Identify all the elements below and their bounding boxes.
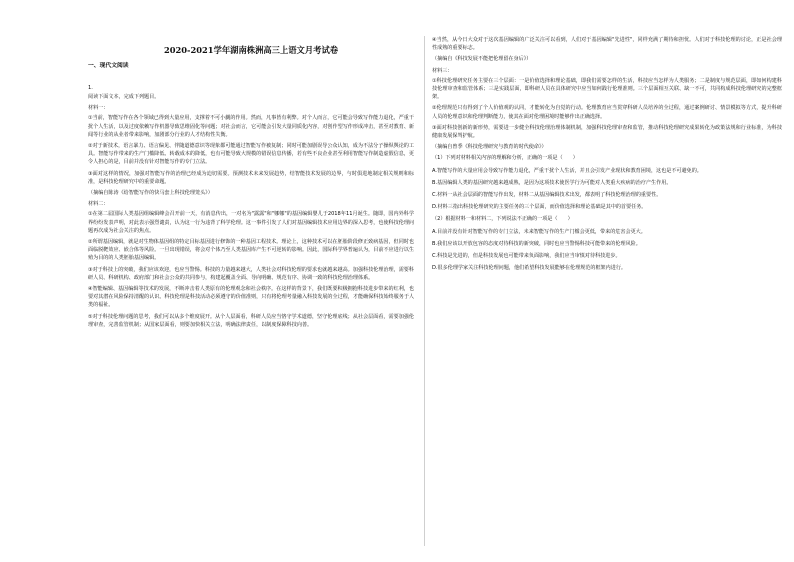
page-title: 2020-2021学年湖南株洲高三上语文月考试卷 [163, 45, 339, 55]
section-heading: 一、现代文阅读 [88, 63, 129, 69]
source-citation: （摘编自曾季《科技伦理研究与教育的时代使命》） [432, 144, 547, 151]
source-citation: （摘编自陈涛《给智能写作的快马套上科技伦理笼头》） [88, 190, 213, 197]
paragraph: ③面对这样的情况，加强对智能写作的治理已经成为迫切需要。预测技术未来发展趋势，结智能技术发展的边界，与时俱进地制定相关规则和标准，是科技伦理研究中的重要命题。 [88, 170, 414, 185]
option-c: C.材料一从社会层面的智能写作出发，材料二从基因编辑技术出发，都表明了科技伦理治理的重要性。 [432, 192, 662, 199]
question-number: 1. [88, 85, 93, 91]
option-c: C.科技是先进的，但是科技发展也可能带来负面影响，我们应当审慎对待科技进步。 [432, 253, 621, 260]
paragraph: ①科技伦理研究任务主要在三个层面：一是价值选择和理论基础，即我们需要怎样的生活，科技应当怎样为人类服务；二是制度与规范层面，即如何构建科技伦理审查和监管体系；三是实践层面，即科研人员在具体研究中应当如何践行伦理准则。三个层面相互关联、缺一不可，共同构成科技伦理研究的完整框架。 [432, 77, 782, 101]
paragraph: ②所谓基因编辑，就是对生物体基因组的特定目标基因进行修饰的一种基因工程技术。理论上，这种技术可以在胚胎阶段修正致病基因，但同时也面临脱靶效应、嵌合体等风险。一旦出现错误，将会对个体乃至人类基因库产生不可逆转的影响。因此，国际科学界普遍认为，目前不应进行以生殖为目的的人类胚胎基因编辑。 [88, 239, 414, 262]
paragraph: ④智能编辑、基因编辑等技术的发展，不断冲击着人类原有的伦理观念和社会秩序。在这样的背景下，我们既要积极拥抱科技进步带来的红利，也要对其潜在风险保持清醒的认识。科技伦理是科技活动必须遵守的价值准则，只有将伦理考量融入科技发展的全过程，才能确保科技始终服务于人类的福祉。 [88, 286, 414, 309]
paragraph: ③面对科技创新的新形势，需要进一步健全科技伦理治理体制机制，加强科技伦理审查和监管，推动科技伦理研究成果转化为政策法规和行业标准，为科技健康发展保驾护航。 [432, 124, 782, 140]
paragraph: ②伦理规范只有得到了个人价值观的认同，才能转化为自觉的行动。伦理教育应当贯穿科研人员培养的全过程，通过案例研讨、情景模拟等方式，提升科研人员的伦理意识和伦理判断能力，使其在面对伦理困境时能够作出正确选择。 [432, 105, 782, 120]
right-column [432, 36, 782, 546]
paragraph: ⑤对于科技伦理问题的思考，我们可以从多个维度展开。从个人层面看，科研人员应当恪守学术道德，坚守伦理底线；从社会层面看，需要加强伦理审查，完善监管机制；从国家层面看，则要加快相关立法，明确法律责任，以制度保障科技向善。 [88, 313, 414, 328]
option-a: A.目前并没有针对智能写作的专门立法，未来智能写作的生产门槛会更低，带来的危害会更大。 [432, 228, 646, 235]
instruction: 阅读下面文本，完成下列题目。 [88, 94, 160, 100]
question-stem: （2）根据材料一和材料二，下列说法不正确的一项是（ ） [432, 216, 573, 223]
option-d: D.材料三指出科技伦理研究的主要任务的三个层面，而价值选择和理论基础是其中的首要任务。 [432, 204, 647, 211]
option-a: A.智能写作的大量应用会导致写作能力退化，严重干扰个人生活，并且会引发产业现状和教育困境，这也是不可避免的。 [432, 167, 702, 174]
paragraph: ①当前，智能写作在各个领域已得到大量应用，支撑着不可小觑的作用。然而，凡事皆有利弊。对个人而言，它可能会导致写作能力退化，严重干扰个人生活，以及过度依赖写作机器导致思维固化等问题；对社会而言，它可能会引发大量同质化内容，对创作型写作形成冲击，甚至对教育、新闻等行业的从业者带来影响，加剧部分行业的人才结构性失衡。 [88, 115, 414, 138]
material-label: 材料一： [88, 105, 109, 112]
option-b: B.我们应该以开放包容的态度对待科技的新突破，同时也应当警惕科技可能带来的伦理风险。 [432, 240, 641, 247]
source-citation: （摘编自《科技发展不能把伦理留在身后》） [432, 56, 532, 63]
option-b: B.基因编辑人类的基因研究越来越成熟，是因为这项技术使医学行为可能对人类重大疾病的治疗产生作用。 [432, 179, 672, 186]
paragraph: ③对于科技上的突破，我们应该欢迎，也应当警惕。科技的力量越来越大，人类社会对科技伦理的要求也就越来越高。加强科技伦理治理，需要科研人员、科研机构、政府部门和社会公众的共同参与，构建起覆盖全面、导向明确、规范有序、协调一致的科技伦理治理体系。 [88, 266, 414, 281]
column-divider [424, 36, 425, 546]
left-column [88, 36, 414, 546]
material-label: 材料三： [432, 67, 453, 74]
option-d: D.很多伦理学家关注科技伦理问题，他们希望科技发展能够在伦理规范的框架内进行。 [432, 265, 627, 272]
question-stem: （1）下列对材料相关内容的理解和分析，正确的一项是（ ） [432, 155, 578, 162]
material-label: 材料二： [88, 201, 109, 208]
paragraph: ②对于新技术，语言暴力、语言偏见、伴随道德意识等现象都可能通过智能写作被复制；同时可能加剧误导公众认知，成为不法分子操纵舆论的工具。智能写作带来的生产门槛降低、转载成本的降低，也有可能导致大规模的错误信息传播，若有些不良企业甚至利用智能写作制造虚假信息，更令人担心的是，目前并没有针对智能写作的专门立法。 [88, 143, 414, 166]
paragraph: ④当然，从今日大众对于这次基因编辑的广泛关注可以看到，人们对于基因编辑"先进性"，同样充满了期待和担忧。人们对于科技伦理的讨论，正是社会理性成熟的重要标志。 [432, 37, 782, 52]
paragraph: ①在第二届国际人类基因组编辑峰会召开前一天，有消息传出，一对名为"露露"和"娜娜"的基因编辑婴儿于2018年11月诞生。随即，国内外科学界纷纷发表声明，对此表示强烈谴责，认为这一行为违背了科学伦理。这一事件引发了人们对基因编辑技术应用边界的深入思考，也使科技伦理问题再次成为社会关注的焦点。 [88, 211, 414, 234]
